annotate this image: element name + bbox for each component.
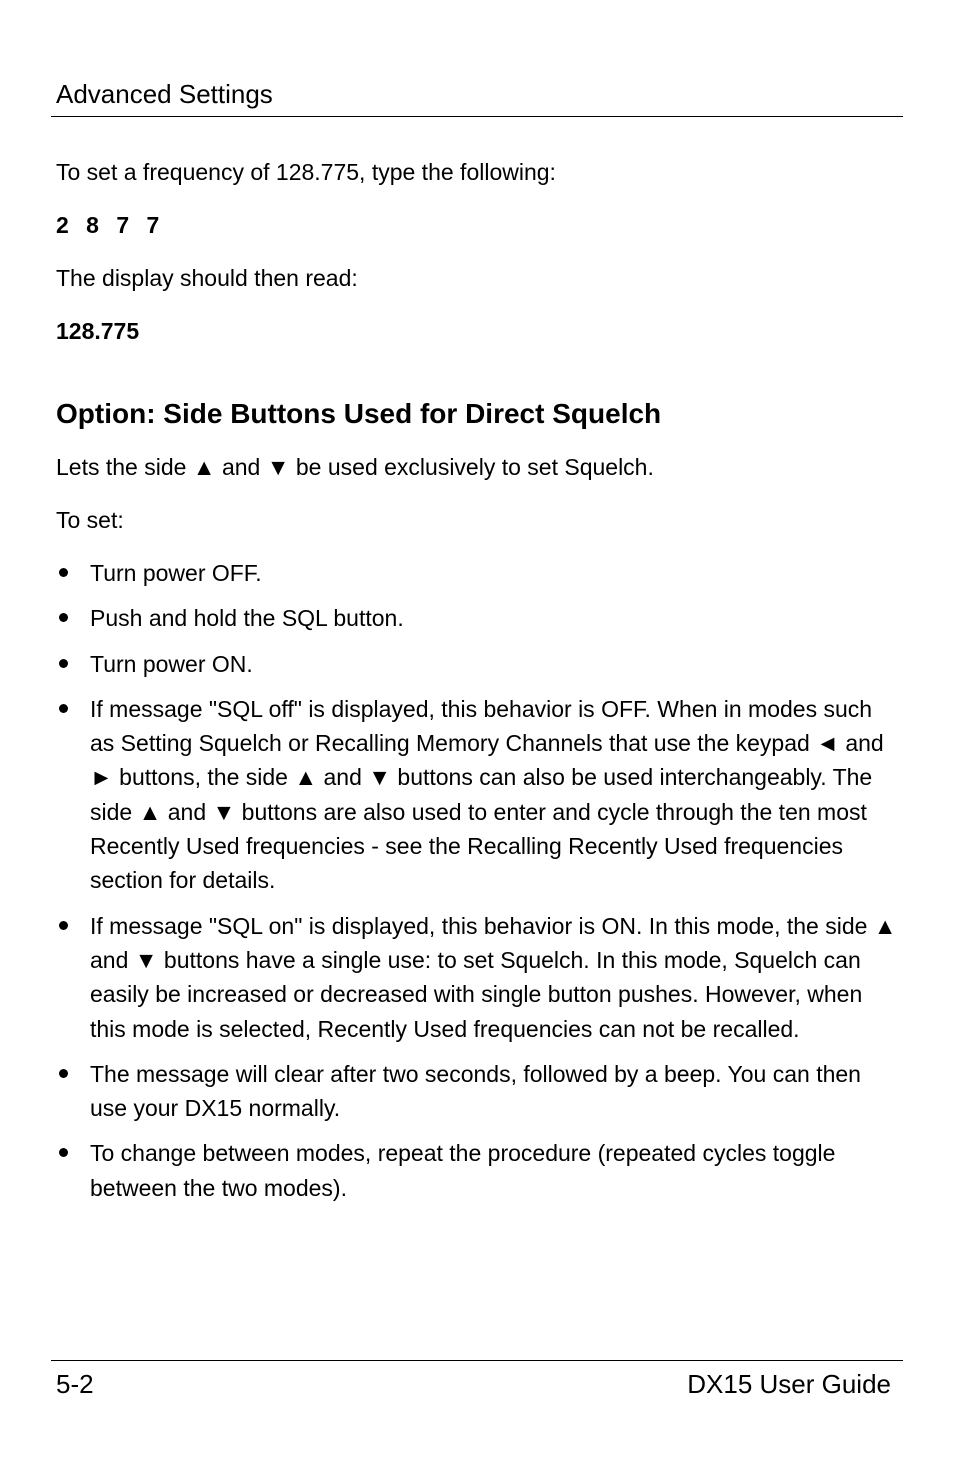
step-text: If message "SQL on" is displayed, this behavior is ON. In this mode, the side ▲ and ▼ buttons have a single use: to set Squelch. In this mode, Squelch can easily be increased or decreased with single button pushes. However, when this mode is selected, Recently Used frequencies can not be recalled. (90, 912, 897, 1042)
bullet-icon (59, 921, 68, 930)
option-heading: Option: Side Buttons Used for Direct Squelch (56, 398, 662, 429)
steps-list (56, 556, 901, 1205)
page-number: 5-2 (56, 1369, 94, 1399)
to-set-label: To set: (56, 507, 124, 533)
step-text: Turn power ON. (90, 650, 253, 677)
step-text: If message "SQL off" is displayed, this behavior is OFF. When in modes such as Setting Squelch or Recalling Memory Channels that use the keypad ◄ and ► buttons, the side ▲ and ▼ buttons can also be used interchangeably. The side ▲ and ▼ buttons are also used to enter and cycle through the ten most Recently Used frequencies - see the Recalling Recently Used frequencies section for details. (90, 695, 884, 894)
bullet-icon (59, 1148, 68, 1157)
guide-title: DX15 User Guide (687, 1369, 891, 1399)
list-item (56, 1136, 901, 1205)
bullet-icon (59, 704, 68, 713)
list-item (56, 647, 901, 681)
list-item (56, 909, 901, 1046)
bullet-icon (59, 659, 68, 668)
list-item (56, 1057, 901, 1126)
frequency-instruction: To set a frequency of 128.775, type the following: (56, 159, 556, 185)
header-divider (51, 116, 903, 117)
section-title: Advanced Settings (56, 79, 273, 109)
step-text: Turn power OFF. (90, 560, 262, 586)
step-text: The message will clear after two seconds, followed by a beep. You can then use your DX15 normally. (90, 1060, 861, 1122)
list-item (56, 556, 901, 590)
display-note: The display should then read: (56, 265, 358, 291)
bullet-icon (59, 613, 68, 622)
footer-divider (51, 1360, 903, 1361)
list-item (56, 692, 901, 898)
page-content (56, 155, 901, 1216)
bullet-icon (59, 1069, 68, 1078)
step-text: Push and hold the SQL button. (90, 605, 404, 632)
step-text: To change between modes, repeat the procedure (repeated cycles toggle between the two modes). (90, 1140, 836, 1201)
display-value: 128.775 (56, 318, 140, 344)
bullet-icon (59, 568, 68, 577)
key-sequence: 2 8 7 7 (56, 212, 160, 238)
option-description: Lets the side ▲ and ▼ be used exclusively to set Squelch. (56, 454, 654, 480)
list-item (56, 601, 901, 635)
